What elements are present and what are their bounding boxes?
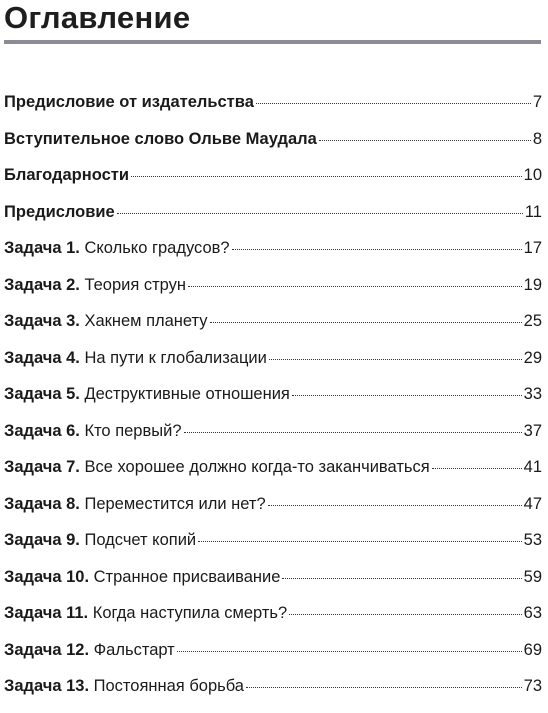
toc-entry-label: На пути к глобализации: [84, 348, 267, 367]
toc-entry-title: [4, 603, 287, 623]
dot-leader: [232, 249, 522, 250]
toc-entry-label: Кто первый?: [84, 421, 182, 440]
toc-entry-number: Задача 8.: [4, 494, 80, 513]
dot-leader: [256, 103, 531, 104]
toc-entry[interactable]: [4, 421, 542, 458]
toc-entry-label: Предисловие: [4, 202, 115, 221]
toc-page-number: 37: [523, 421, 542, 440]
toc-entry-number: Задача 9.: [4, 531, 80, 549]
toc-entry-number: Задача 6.: [4, 421, 80, 440]
toc-entry-title: [4, 275, 186, 295]
toc-page-number: 19: [523, 275, 542, 294]
toc-entry-number: Задача 12.: [4, 640, 90, 659]
dot-leader: [188, 286, 522, 287]
toc-entry-title: [4, 457, 430, 477]
toc-entry-title: [4, 311, 208, 331]
toc-page-number: 47: [523, 494, 542, 513]
toc-entry-title: [4, 165, 129, 185]
toc-entry-title: [4, 640, 175, 660]
toc-entry-number: Задача 2.: [4, 275, 80, 294]
toc-entry-number: Задача 11.: [4, 604, 89, 622]
dot-leader: [292, 395, 522, 396]
toc-entry-number: Задача 3.: [4, 312, 80, 330]
toc-entry-title: [4, 129, 317, 149]
toc-entry[interactable]: [4, 494, 542, 531]
dot-leader: [319, 140, 531, 141]
toc-entry[interactable]: [4, 640, 542, 677]
toc-entry-label: Вступительное слово Ольве Маудала: [4, 129, 317, 148]
toc-entry[interactable]: [4, 603, 542, 640]
toc-page-number: 59: [523, 567, 542, 586]
toc-entry-label: Все хорошее должно когда-то заканчиваться: [84, 458, 430, 476]
toc-entry-label: Постоянная борьба: [93, 677, 244, 695]
toc-entry-title: [4, 494, 266, 514]
dot-leader: [269, 359, 522, 360]
toc-page-number: 25: [523, 312, 542, 330]
dot-leader: [432, 468, 522, 469]
toc-entry-number: Задача 13.: [4, 677, 90, 695]
dot-leader: [117, 213, 523, 214]
toc-page-number: 29: [523, 348, 542, 367]
dot-leader: [131, 176, 522, 177]
toc-entry[interactable]: [4, 384, 542, 421]
toc-page-number: 63: [523, 604, 542, 622]
toc-page-number: 11: [524, 202, 542, 221]
toc-entry[interactable]: [4, 92, 542, 129]
toc-page-number: 10: [523, 166, 542, 184]
toc-entry-title: [4, 421, 182, 441]
toc-entry-label: Фальстарт: [93, 640, 175, 659]
toc-entry[interactable]: [4, 530, 542, 567]
toc-entry-title: [4, 348, 267, 368]
toc-entry-title: [4, 238, 230, 258]
toc-entry[interactable]: [4, 202, 542, 239]
toc-entry-title: [4, 384, 290, 404]
toc-page-number: 53: [523, 531, 542, 549]
dot-leader: [246, 687, 522, 688]
toc-entry-label: Теория струн: [84, 275, 187, 294]
toc-entry-label: Благодарности: [4, 166, 129, 184]
dot-leader: [268, 505, 522, 506]
dot-leader: [289, 614, 521, 615]
toc-entry-label: Хакнем планету: [84, 312, 208, 330]
toc-entry-label: Странное присваивание: [93, 567, 281, 586]
toc-entry-title: [4, 676, 244, 696]
toc-page-number: 7: [532, 93, 542, 111]
toc-page-number: 73: [523, 677, 542, 695]
toc-entry[interactable]: [4, 567, 542, 604]
toc-entry-number: Задача 7.: [4, 458, 80, 476]
toc-entry[interactable]: [4, 275, 542, 312]
toc-entry[interactable]: [4, 129, 542, 166]
toc-entry-label: Когда наступила смерть?: [92, 604, 288, 622]
toc-page-number: 17: [523, 239, 542, 257]
toc-entry-label: Деструктивные отношения: [84, 385, 290, 403]
page-title: Оглавление: [4, 0, 191, 35]
toc-entry-label: Подсчет копий: [84, 531, 197, 549]
toc-entry-number: Задача 5.: [4, 385, 80, 403]
toc-entry-label: Предисловие от издательства: [4, 93, 254, 111]
dot-leader: [198, 541, 522, 542]
toc-entry[interactable]: [4, 165, 542, 202]
table-of-contents: [4, 92, 542, 713]
toc-entry-title: [4, 530, 196, 550]
toc-entry-label: Переместится или нет?: [84, 494, 266, 513]
toc-entry[interactable]: [4, 311, 542, 348]
toc-entry[interactable]: [4, 457, 542, 494]
toc-entry[interactable]: [4, 348, 542, 385]
toc-entry-number: Задача 1.: [4, 239, 80, 257]
toc-entry-title: [4, 202, 115, 222]
dot-leader: [210, 322, 522, 323]
toc-entry-title: [4, 92, 254, 112]
dot-leader: [282, 578, 521, 579]
toc-entry[interactable]: [4, 676, 542, 713]
toc-page-number: 41: [523, 458, 542, 476]
toc-entry-number: Задача 10.: [4, 567, 90, 586]
toc-entry[interactable]: [4, 238, 542, 275]
toc-page-number: 8: [532, 129, 542, 148]
dot-leader: [184, 432, 522, 433]
toc-page-number: 69: [523, 640, 542, 659]
dot-leader: [177, 651, 522, 652]
toc-entry-number: Задача 4.: [4, 348, 80, 367]
toc-page-number: 33: [523, 385, 542, 403]
toc-entry-title: [4, 567, 280, 587]
toc-entry-label: Сколько градусов?: [84, 239, 230, 257]
title-divider: [4, 40, 541, 44]
